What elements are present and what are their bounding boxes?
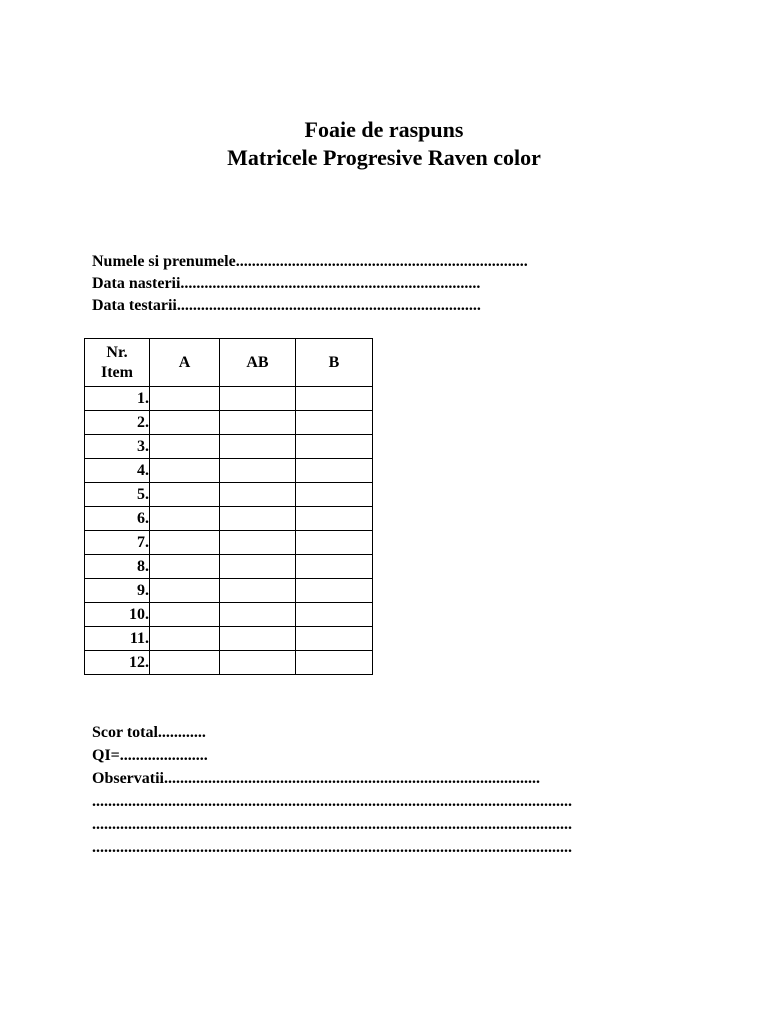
answer-cell-ab[interactable] (220, 651, 296, 675)
answer-cell-a[interactable] (150, 387, 220, 411)
table-header-row (85, 339, 373, 387)
answer-cell-ab[interactable] (220, 555, 296, 579)
header-a: A (150, 339, 220, 387)
answer-table (84, 338, 373, 675)
header-ab: AB (220, 339, 296, 387)
answer-cell-a[interactable] (150, 507, 220, 531)
page-title: Foaie de raspuns (304, 117, 464, 142)
answer-cell-a[interactable] (150, 531, 220, 555)
answer-cell-b[interactable] (296, 435, 373, 459)
header-nr-item: Nr. Item (85, 339, 150, 387)
test-date-field: Data testarii............................................................................ (92, 297, 481, 314)
answer-cell-b[interactable] (296, 651, 373, 675)
answer-cell-a[interactable] (150, 579, 220, 603)
table-row (85, 411, 373, 435)
table-row (85, 603, 373, 627)
observations-line: ........................................................................................................................ (92, 816, 572, 833)
answer-cell-b[interactable] (296, 483, 373, 507)
answer-cell-b[interactable] (296, 555, 373, 579)
answer-cell-a[interactable] (150, 411, 220, 435)
item-number: 6. (85, 507, 150, 531)
table-row (85, 531, 373, 555)
observations-line: ........................................................................................................................ (92, 793, 572, 810)
answer-cell-b[interactable] (296, 387, 373, 411)
answer-cell-b[interactable] (296, 627, 373, 651)
answer-cell-a[interactable] (150, 555, 220, 579)
total-score-field: Scor total............ (92, 724, 206, 741)
item-number: 10. (85, 603, 150, 627)
answer-cell-b[interactable] (296, 579, 373, 603)
answer-cell-ab[interactable] (220, 603, 296, 627)
answer-cell-ab[interactable] (220, 531, 296, 555)
answer-cell-a[interactable] (150, 459, 220, 483)
item-number: 2. (85, 411, 150, 435)
answer-cell-b[interactable] (296, 603, 373, 627)
table-row (85, 483, 373, 507)
answer-cell-ab[interactable] (220, 507, 296, 531)
qi-field: QI=...................... (92, 747, 208, 764)
item-number: 5. (85, 483, 150, 507)
table-row (85, 627, 373, 651)
name-field: Numele si prenumele......................................................................... (92, 253, 528, 270)
answer-cell-ab[interactable] (220, 411, 296, 435)
item-number: 3. (85, 435, 150, 459)
page-subtitle: Matricele Progresive Raven color (227, 145, 541, 170)
answer-cell-a[interactable] (150, 651, 220, 675)
answer-cell-a[interactable] (150, 603, 220, 627)
observations-line: ........................................................................................................................ (92, 839, 572, 856)
answer-cell-ab[interactable] (220, 627, 296, 651)
answer-cell-a[interactable] (150, 435, 220, 459)
item-number: 9. (85, 579, 150, 603)
birth-date-field: Data nasterii........................................................................... (92, 275, 481, 292)
item-number: 7. (85, 531, 150, 555)
answer-cell-a[interactable] (150, 483, 220, 507)
table-row (85, 459, 373, 483)
answer-cell-ab[interactable] (220, 483, 296, 507)
item-number: 1. (85, 387, 150, 411)
answer-cell-b[interactable] (296, 507, 373, 531)
table-row (85, 507, 373, 531)
answer-cell-b[interactable] (296, 459, 373, 483)
table-row (85, 555, 373, 579)
header-b: B (296, 339, 373, 387)
table-row (85, 579, 373, 603)
answer-cell-ab[interactable] (220, 459, 296, 483)
observations-field: Observatii.............................................................................................. (92, 770, 540, 787)
item-number: 8. (85, 555, 150, 579)
table-row (85, 435, 373, 459)
table-row (85, 651, 373, 675)
item-number: 12. (85, 651, 150, 675)
answer-cell-ab[interactable] (220, 435, 296, 459)
answer-cell-b[interactable] (296, 411, 373, 435)
answer-cell-a[interactable] (150, 627, 220, 651)
answer-cell-ab[interactable] (220, 579, 296, 603)
table-row (85, 387, 373, 411)
item-number: 4. (85, 459, 150, 483)
answer-cell-ab[interactable] (220, 387, 296, 411)
answer-cell-b[interactable] (296, 531, 373, 555)
item-number: 11. (85, 627, 150, 651)
